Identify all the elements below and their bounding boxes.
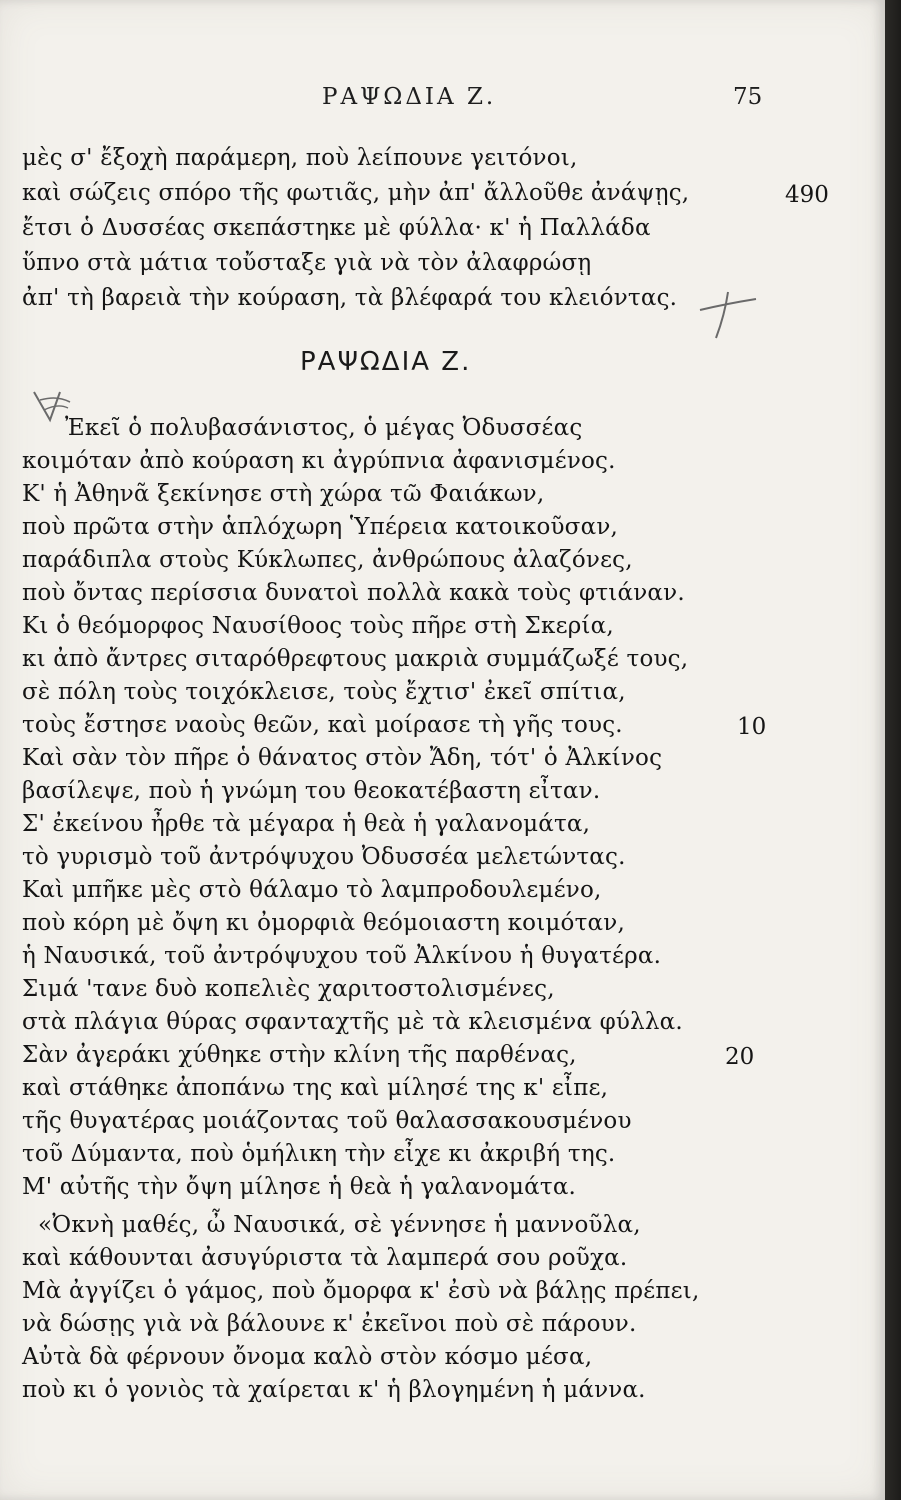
verse-line: ποὺ πρῶτα στὴν ἁπλόχωρη Ὑπέρεια κατοικοῦσαν, [22, 514, 619, 540]
verse-line: Σιμά 'τανε δυὸ κοπελιὲς χαριτοστολισμένες, [22, 976, 555, 1002]
verse-line: τῆς θυγατέρας μοιάζοντας τοῦ θαλασσακουσμένου [22, 1108, 632, 1134]
verse-line: τοῦ Δύμαντα, ποὺ ὁμήλικη τὴν εἶχε κι ἀκριβή της. [22, 1141, 616, 1167]
book-heading: ΡΑΨΩΔΙΑ Ζ. [300, 347, 472, 377]
line-number-490: 490 [785, 182, 829, 208]
verse-line: Σ' ἐκείνου ἦρθε τὰ μέγαρα ἡ θεὰ ἡ γαλανομάτα, [22, 811, 591, 837]
verse-line: κοιμόταν ἀπὸ κούραση κι ἀγρύπνια ἀφανισμένος. [22, 448, 616, 474]
verse-line: καὶ σώζεις σπόρο τῆς φωτιᾶς, μὴν ἀπ' ἄλλοῦθε ἀνάψῃς, [22, 180, 690, 206]
verse-line: Μὰ ἀγγίζει ὁ γάμος, ποὺ ὄμορφα κ' ἐσὺ νὰ βάλῃς πρέπει, [22, 1278, 700, 1304]
verse-line: καὶ στάθηκε ἀποπάνω της καὶ μίλησέ της κ' εἶπε, [22, 1075, 609, 1101]
verse-line: Ἐκεῖ ὁ πολυβασάνιστος, ὁ μέγας Ὀδυσσέας [65, 415, 583, 441]
verse-line: Καὶ σὰν τὸν πῆρε ὁ θάνατος στὸν Ἄδη, τότ' ὁ Ἀλκίνος [22, 745, 663, 771]
pencil-cross-mark [692, 282, 762, 342]
verse-line: ποὺ ὄντας περίσσια δυνατοὶ πολλὰ κακὰ τοὺς φτιάναν. [22, 580, 685, 606]
verse-line: Κ' ἡ Ἀθηνᾶ ξεκίνησε στὴ χώρα τῶ Φαιάκων, [22, 481, 545, 507]
verse-line: μὲς σ' ἔξοχὴ παράμερη, ποὺ λείπουνε γειτόνοι, [22, 145, 578, 171]
line-number-20: 20 [725, 1044, 755, 1070]
verse-line: ποὺ κι ὁ γονιὸς τὰ χαίρεται κ' ἡ βλογημένη ἡ μάννα. [22, 1377, 646, 1403]
verse-line: ἡ Ναυσικά, τοῦ ἀντρόψυχου τοῦ Ἀλκίνου ἡ θυγατέρα. [22, 943, 662, 969]
verse-line: καὶ κάθουνται ἀσυγύριστα τὰ λαμπερά σου ροῦχα. [22, 1245, 628, 1271]
page-number: 75 [733, 84, 763, 110]
verse-line: τοὺς ἔστησε ναοὺς θεῶν, καὶ μοίρασε τὴ γῆς τους. [22, 712, 623, 738]
verse-line: νὰ δώσῃς γιὰ νὰ βάλουνε κ' ἐκεῖνοι ποὺ σὲ πάρουν. [22, 1311, 637, 1337]
verse-line: Κι ὁ θεόμορφος Ναυσίθοος τοὺς πῆρε στὴ Σκερία, [22, 613, 614, 639]
verse-line: βασίλεψε, ποὺ ἡ γνώμη του θεοκατέβαστη εἶταν. [22, 778, 601, 804]
verse-line: τὸ γυρισμὸ τοῦ ἀντρόψυχου Ὀδυσσέα μελετώντας. [22, 844, 626, 870]
verse-line: Καὶ μπῆκε μὲς στὸ θάλαμο τὸ λαμπροδουλεμένο, [22, 877, 602, 903]
line-number-10: 10 [737, 714, 767, 740]
verse-line: ἔτσι ὁ Δυσσέας σκεπάστηκε μὲ φύλλα· κ' ἡ Παλλάδα [22, 215, 651, 241]
verse-line: παράδιπλα στοὺς Κύκλωπες, ἀνθρώπους ἀλαζόνες, [22, 547, 633, 573]
verse-line: ὕπνο στὰ μάτια τοὔσταξε γιὰ νὰ τὸν ἀλαφρώσῃ [22, 250, 592, 276]
verse-line: Αὐτὰ δὰ φέρνουν ὄνομα καλὸ στὸν κόσμο μέσα, [22, 1344, 593, 1370]
verse-line: Σὰν ἀγεράκι χύθηκε στὴν κλίνη τῆς παρθένας, [22, 1042, 577, 1068]
verse-line: σὲ πόλη τοὺς τοιχόκλεισε, τοὺς ἔχτισ' ἐκεῖ σπίτια, [22, 679, 626, 705]
verse-line: κι ἀπὸ ἄντρες σιταρόθρεφτους μακριὰ συμμάζωξέ τους, [22, 646, 689, 672]
page-edge-shadow [885, 0, 901, 1500]
verse-line: ποὺ κόρη μὲ ὄψη κι ὀμορφιὰ θεόμοιαστη κοιμόταν, [22, 910, 625, 936]
verse-line: στὰ πλάγια θύρας σφανταχτῆς μὲ τὰ κλεισμένα φύλλα. [22, 1009, 683, 1035]
verse-line: Μ' αὐτῆς τὴν ὄψη μίλησε ἡ θεὰ ἡ γαλανομάτα. [22, 1174, 577, 1200]
verse-line: ἀπ' τὴ βαρειὰ τὴν κούραση, τὰ βλέφαρά του κλειόντας. [22, 285, 678, 311]
running-header-title: ΡΑΨΩΔΙΑ Ζ. [322, 84, 497, 110]
verse-line: «Ὀκνὴ μαθές, ὦ Ναυσικά, σὲ γέννησε ἡ μαννοῦλα, [38, 1212, 641, 1238]
